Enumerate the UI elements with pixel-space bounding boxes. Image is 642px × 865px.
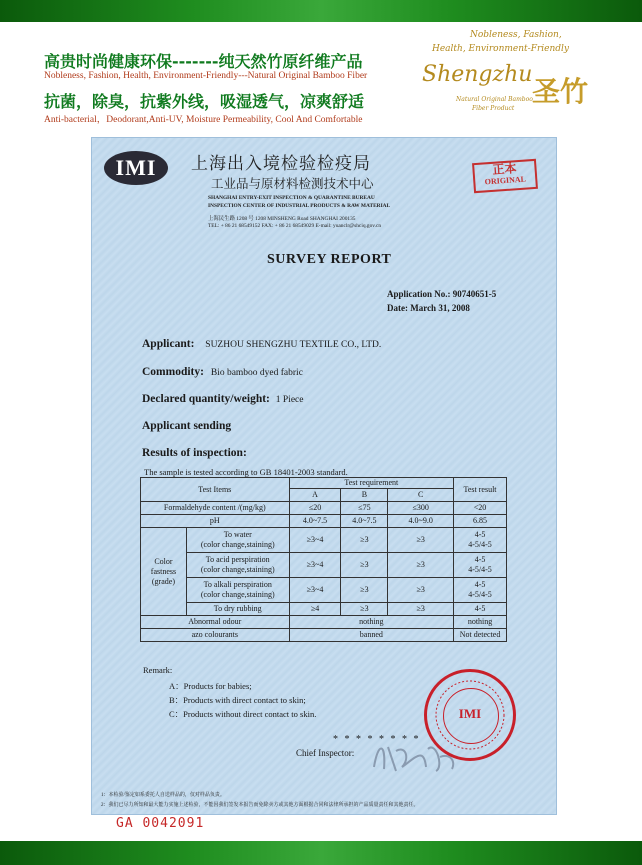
header-c: C	[388, 489, 454, 502]
color-fastness-label: Color fastness (grade)	[141, 528, 187, 616]
azo-requirement: banned	[289, 629, 453, 642]
brand-sub-1: Natural Original Bamboo	[456, 96, 533, 103]
header-test-items: Test Items	[141, 478, 290, 502]
commodity-value: Bio bamboo dyed fabric	[210, 368, 303, 378]
header-english-line-2: Anti-bacterial，Deodorant,Anti-UV, Moisture Permeability, Cool And Comfortable	[44, 115, 363, 125]
acid-result	[454, 553, 507, 578]
header-chinese-line-1: 高贵时尚健康环保-------纯天然竹原纤维产品	[44, 52, 363, 71]
ph-a: 4.0~7.5	[289, 515, 341, 528]
header-test-result: Test result	[454, 478, 507, 502]
quantity-row	[142, 393, 303, 405]
table-row	[141, 629, 507, 642]
ph-result: 6.85	[454, 515, 507, 528]
institution-english-1: SHANGHAI ENTRY-EXIT INSPECTION & QUARANTINE BUREAU	[208, 195, 375, 201]
table-row	[141, 603, 507, 616]
commodity-label: Commodity:	[142, 366, 204, 378]
applicant-row	[142, 338, 381, 350]
results-heading	[142, 447, 247, 459]
dry-b: ≥3	[341, 603, 388, 616]
brand-tagline-2: Health, Environment-Friendly	[432, 44, 569, 54]
acid-a: ≥3~4	[289, 553, 341, 578]
table-row	[141, 578, 507, 603]
report-date: Date: March 31, 2008	[387, 303, 470, 313]
remark-c: C：Products without direct contact to skin.	[169, 709, 317, 719]
chief-inspector-label: Chief Inspector:	[296, 748, 355, 758]
quantity-value: 1 Piece	[275, 395, 304, 405]
formaldehyde-result: <20	[454, 502, 507, 515]
standard-note: The sample is tested according to GB 18401-2003 standard.	[144, 467, 348, 477]
alkali-result-1: 4-5	[474, 580, 486, 589]
header-b: B	[341, 489, 388, 502]
dry-result: 4-5	[454, 603, 507, 616]
header-test-requirement: Test requirement	[289, 478, 453, 489]
acid-result-2: 4-5/4-5	[468, 565, 492, 574]
table-row	[141, 478, 507, 489]
application-number: Application No.: 90740651-5	[387, 289, 497, 299]
water-result	[454, 528, 507, 553]
dry-rubbing-label: To dry rubbing	[186, 603, 289, 616]
imi-logo: IMI	[104, 151, 168, 185]
institution-contact: TEL: + 86 21 68549152 FAX: + 86 21 68549029 E-mail: yuanclr@shciq.gov.cn	[208, 223, 382, 229]
to-acid-cell	[186, 553, 289, 578]
applicant-sending-label: Applicant sending	[142, 420, 232, 432]
brand-logo	[412, 30, 622, 130]
water-c: ≥3	[388, 528, 454, 553]
water-a: ≥3~4	[289, 528, 341, 553]
footnote-1: 1：本检验/鉴定如系委托人自送样品的，仅对样品负责。	[101, 793, 225, 798]
brand-tagline-1: Nobleness, Fashion,	[470, 30, 562, 40]
top-green-band	[0, 0, 642, 22]
remark-b: B：Products with direct contact to skin;	[169, 695, 306, 705]
to-acid-label: To acid perspiration	[205, 555, 270, 564]
azo-result: Not detected	[454, 629, 507, 642]
inspector-dots: * * * * * * * *	[333, 734, 421, 745]
remark-label: Remark:	[143, 665, 173, 675]
institution-english-2: INSPECTION CENTER OF INDUSTRIAL PRODUCTS & RAW MATERIAL	[208, 203, 391, 209]
table-row	[141, 616, 507, 629]
results-table	[140, 477, 507, 642]
report-title: SURVEY REPORT	[267, 252, 392, 267]
imi-seal	[424, 669, 516, 761]
brand-name: Shengzhu	[422, 62, 533, 87]
acid-c: ≥3	[388, 553, 454, 578]
to-alkali-label: To alkali perspiration	[203, 580, 272, 589]
dry-a: ≥4	[289, 603, 341, 616]
odour-label: Abnormal odour	[141, 616, 290, 629]
original-stamp-cn: 正本	[492, 161, 517, 177]
alkali-a: ≥3~4	[289, 578, 341, 603]
alkali-result-2: 4-5/4-5	[468, 590, 492, 599]
to-acid-sub: (color change,staining)	[200, 565, 275, 574]
to-water-label: To water	[223, 530, 252, 539]
ph-c: 4.0~9.0	[388, 515, 454, 528]
table-row	[141, 515, 507, 528]
survey-report-document	[91, 137, 557, 815]
table-row	[141, 528, 507, 553]
formaldehyde-label: Formaldehyde content /(mg/kg)	[141, 502, 290, 515]
header-english-line-1: Nobleness, Fashion, Health, Environment-Friendly---Natural Original Bamboo Fiber	[44, 71, 368, 81]
formaldehyde-a: ≤20	[289, 502, 341, 515]
quantity-label: Declared quantity/weight:	[142, 393, 270, 405]
ph-label: pH	[141, 515, 290, 528]
azo-label: azo colourants	[141, 629, 290, 642]
to-alkali-cell	[186, 578, 289, 603]
institution-chinese-name: 上海出入境检验检疫局	[191, 154, 371, 174]
water-result-1: 4-5	[474, 530, 486, 539]
alkali-result	[454, 578, 507, 603]
acid-b: ≥3	[341, 553, 388, 578]
brand-chinese-name: 圣竹	[532, 75, 589, 108]
to-alkali-sub: (color change,staining)	[200, 590, 275, 599]
brand-sub-2: Fiber Product	[472, 105, 515, 112]
table-row	[141, 502, 507, 515]
remark-a: A：Products for babies;	[169, 681, 252, 691]
applicant-label: Applicant:	[142, 338, 195, 350]
alkali-b: ≥3	[341, 578, 388, 603]
original-stamp	[472, 159, 538, 193]
original-stamp-en: ORIGINAL	[484, 174, 527, 187]
alkali-c: ≥3	[388, 578, 454, 603]
commodity-row	[142, 366, 303, 378]
dry-c: ≥3	[388, 603, 454, 616]
ph-b: 4.0~7.5	[341, 515, 388, 528]
odour-result: nothing	[454, 616, 507, 629]
to-water-sub: (color change,staining)	[200, 540, 275, 549]
footnote-2: 2：我们已尽力所知和最大能力实施上述检验，不能因我们签发本报告而免除卖方或其他方面根据合同和法律所承担的产品质量责任和其他责任。	[101, 803, 419, 808]
header-chinese-line-2: 抗菌，除臭，抗紫外线，吸湿透气，凉爽舒适	[44, 92, 365, 111]
formaldehyde-b: ≤75	[341, 502, 388, 515]
water-b: ≥3	[341, 528, 388, 553]
to-water-cell	[186, 528, 289, 553]
header-a: A	[289, 489, 341, 502]
formaldehyde-c: ≤300	[388, 502, 454, 515]
institution-chinese-subname: 工业品与原材料检测技术中心	[211, 176, 374, 191]
applicant-sending	[142, 420, 231, 432]
institution-address: 上海民生路 1208 号 1208 MINSHENG Road SHANGHAI 200135	[208, 216, 356, 222]
results-label: Results of inspection:	[142, 447, 247, 459]
odour-requirement: nothing	[289, 616, 453, 629]
serial-number: GA 0042091	[116, 816, 205, 831]
bottom-green-band	[0, 841, 642, 865]
applicant-value: SUZHOU SHENGZHU TEXTILE CO., LTD.	[205, 340, 382, 350]
water-result-2: 4-5/4-5	[468, 540, 492, 549]
table-row	[141, 553, 507, 578]
acid-result-1: 4-5	[474, 555, 486, 564]
seal-center-text: IMI	[458, 706, 482, 721]
